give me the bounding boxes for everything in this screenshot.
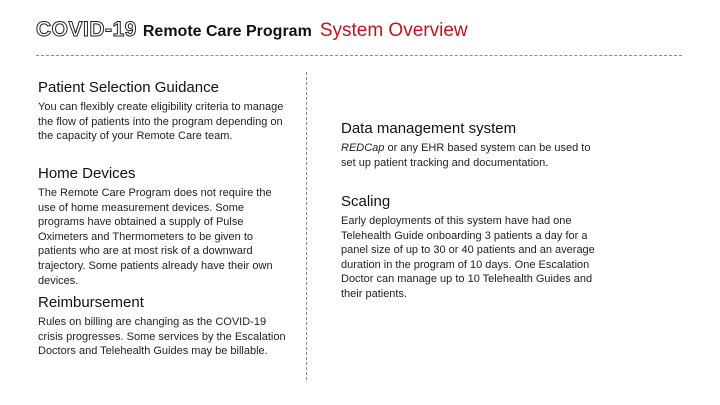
- covid-19-logo: COVID-19: [36, 18, 137, 41]
- home-devices-section: [38, 164, 286, 288]
- data-management-body: [341, 141, 603, 170]
- reimbursement-body: Rules on billing are changing as the COVID-19 crisis progresses. Some services by the Escalation Doctors and Telehealth Guides may be billable.: [38, 316, 286, 358]
- patient-selection-heading: Patient Selection Guidance: [38, 79, 219, 96]
- patient-selection-body: You can flexibly create eligibility criteria to manage the flow of patients into the program depending on the capacity of your Remote Care team.: [38, 101, 284, 143]
- program-title: Remote Care Program: [142, 23, 312, 40]
- scaling-body: Early deployments of this system have had one Telehealth Guide onboarding 3 patients a day for a panel size of up to 30 or 40 patients and an average duration in the program of 10 days. One Escalation Doctor can manage up to 10 Telehealth Guides and their patients.: [341, 215, 595, 300]
- slide-title: [36, 18, 468, 42]
- home-devices-body: The Remote Care Program does not require the use of home measurement devices. Some programs have obtained a supply of Pulse Oximeters and Thermometers to be given to patients who are at most risk of a downward trajectory. Some patients already have their own devices.: [38, 187, 273, 287]
- patient-selection-section: [38, 78, 286, 144]
- vertical-divider: [306, 72, 307, 380]
- reimbursement-heading: Reimbursement: [38, 294, 144, 311]
- data-management-body-text: or any EHR based system can be used to set up patient tracking and documentation.: [341, 142, 591, 169]
- page-subtitle: System Overview: [319, 20, 468, 41]
- data-management-heading: Data management system: [341, 120, 517, 137]
- horizontal-divider: [36, 55, 682, 56]
- data-management-section: [341, 119, 603, 170]
- scaling-heading: Scaling: [341, 193, 391, 210]
- scaling-section: [341, 192, 603, 302]
- reimbursement-section: [38, 293, 286, 359]
- redcap-term: REDCap: [341, 142, 385, 154]
- home-devices-heading: Home Devices: [38, 165, 136, 182]
